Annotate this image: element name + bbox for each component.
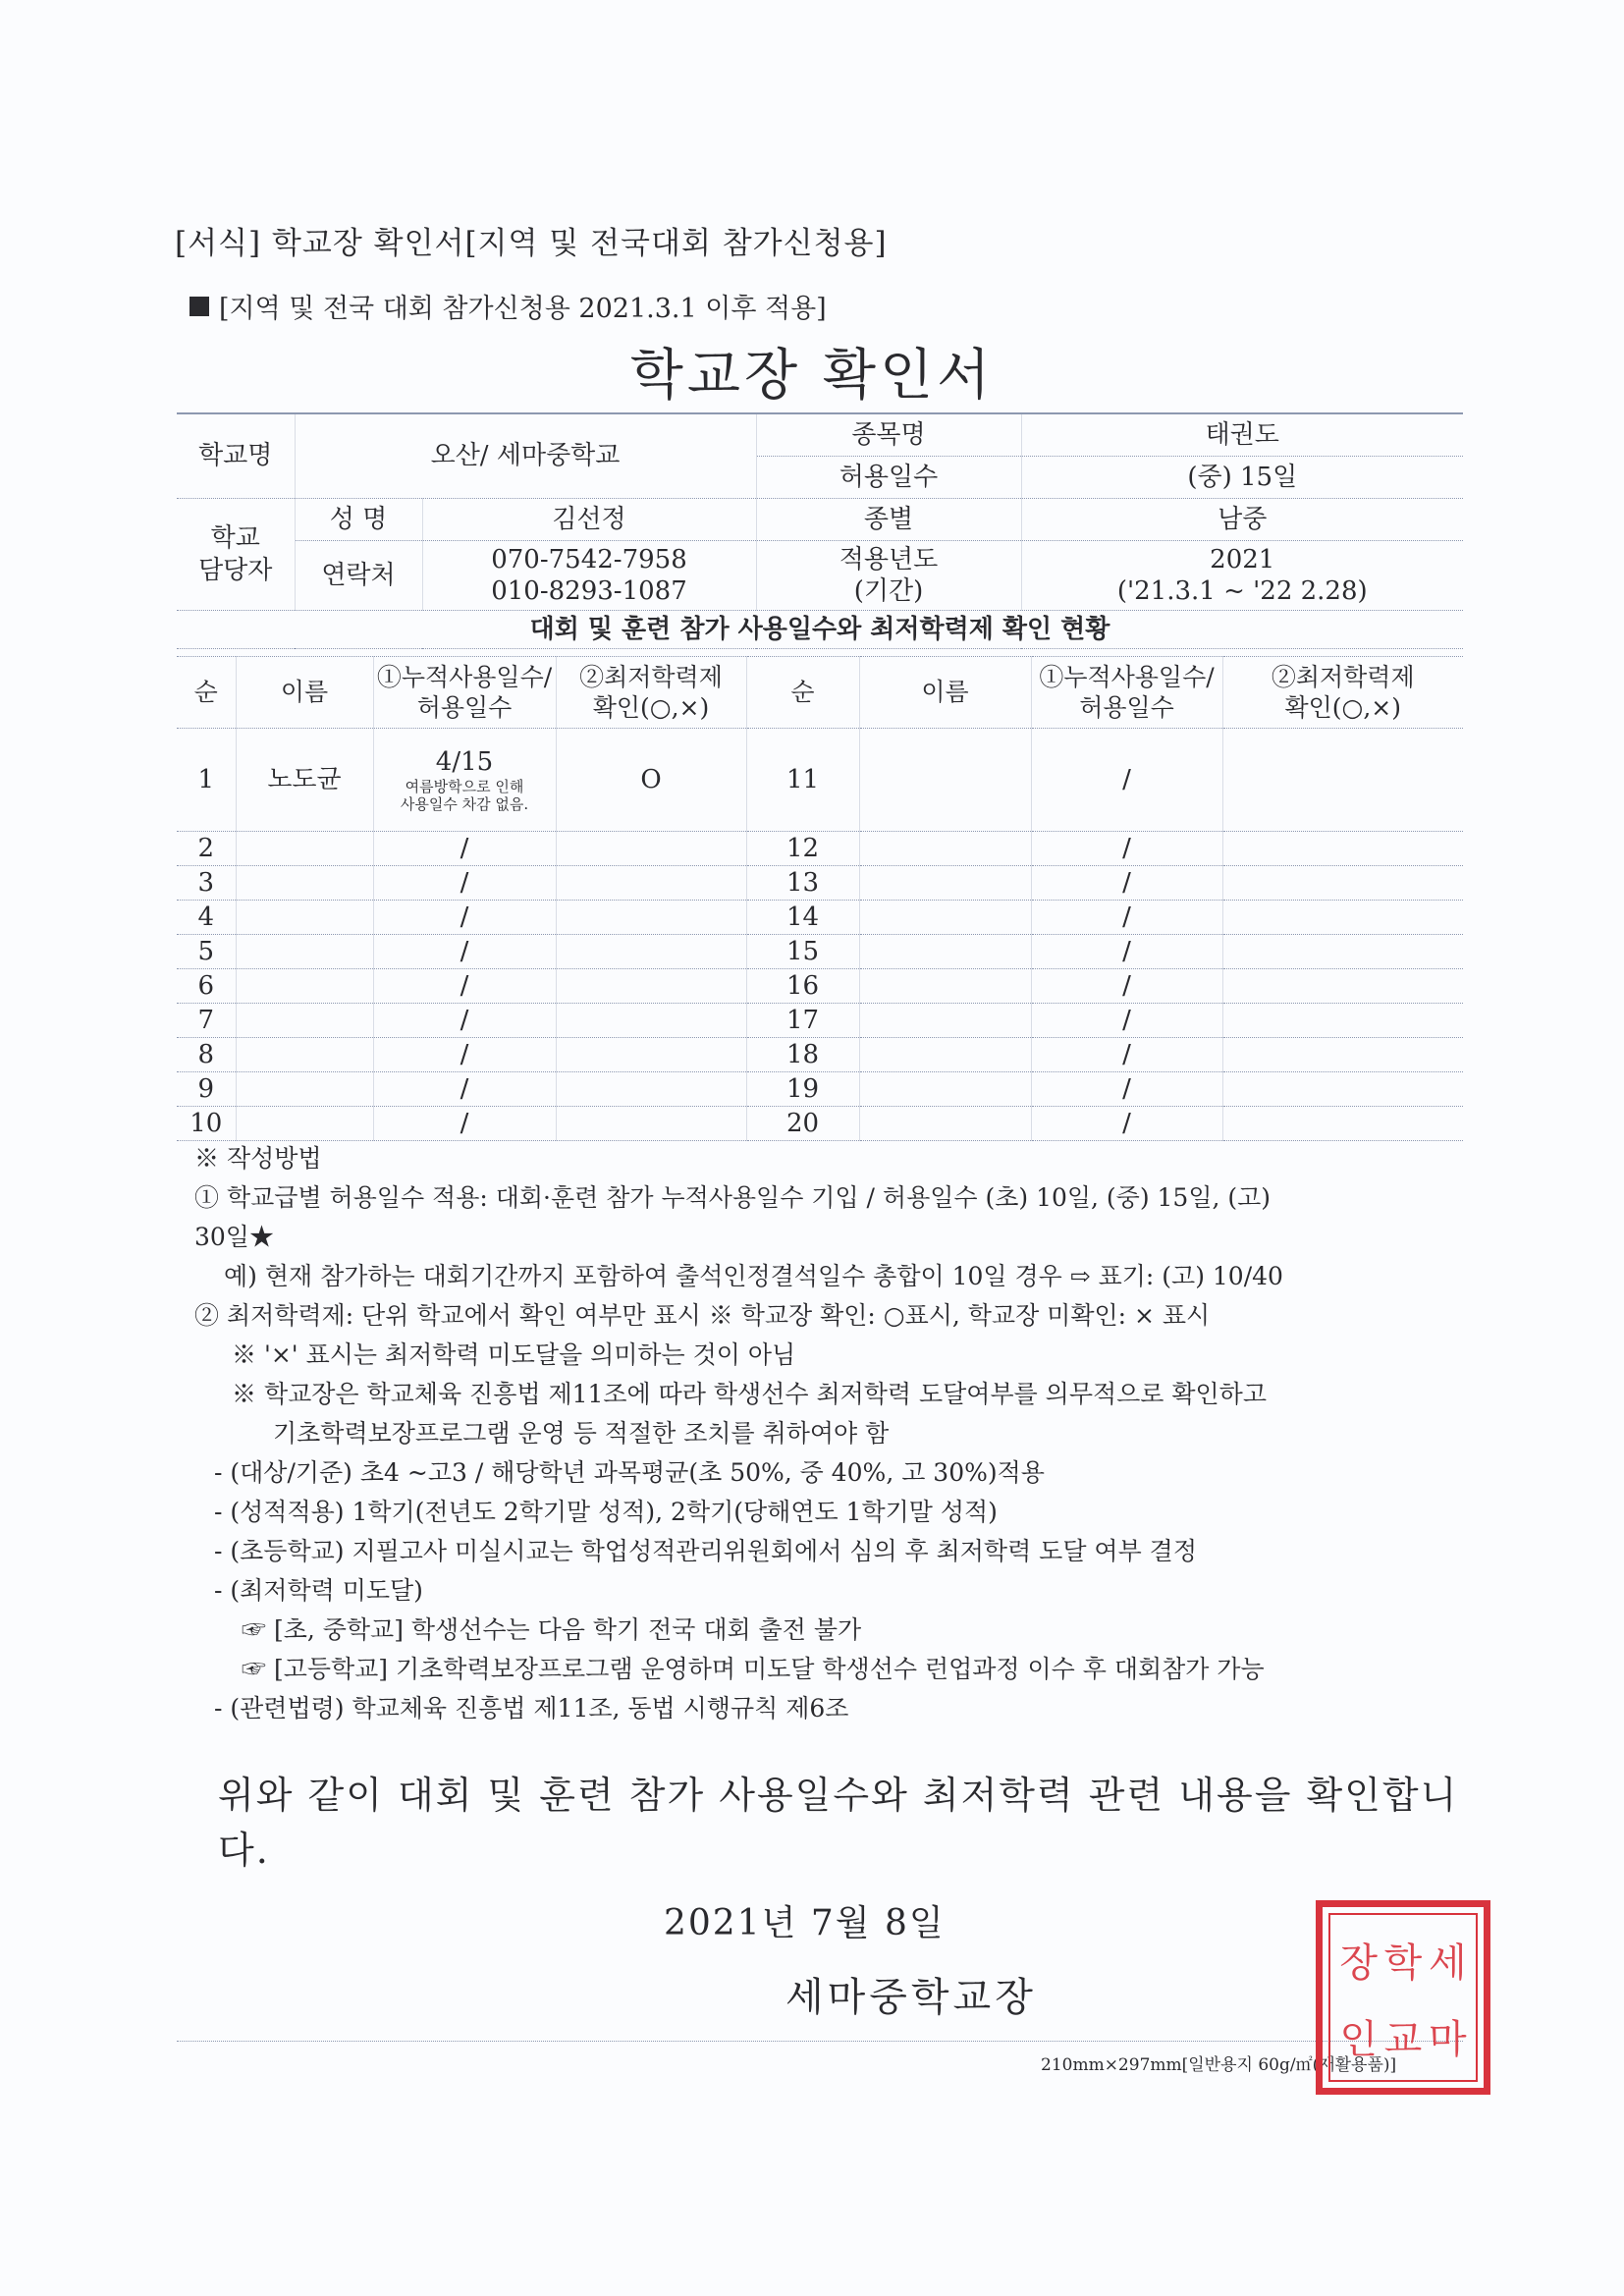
row-no: 8 — [177, 1038, 236, 1072]
row-name-right — [859, 969, 1031, 1004]
row-no-right: 15 — [746, 935, 859, 969]
table-row — [177, 1107, 1463, 1141]
row-name — [236, 901, 373, 935]
note-line: - (최저학력 미도달) — [214, 1576, 423, 1605]
note-line: ① 학교급별 허용일수 적용: 대회·훈련 참가 누적사용일수 기입 / 허용일수 (초) 10일, (중) 15일, (고) — [194, 1183, 1272, 1212]
row-min — [556, 1004, 746, 1038]
row-name — [236, 1038, 373, 1072]
seal-char: 인 — [1339, 2016, 1378, 2062]
status-title: 대회 및 훈련 참가 사용일수와 최저학력제 확인 현황 — [177, 611, 1463, 649]
row-name — [236, 1072, 373, 1107]
row-days: / — [373, 832, 556, 866]
header-days-right-2: 허용일수 — [1079, 693, 1174, 722]
table-row — [177, 832, 1463, 866]
row-min — [556, 969, 746, 1004]
row-name-right — [859, 729, 1031, 832]
seal-characters — [1336, 1921, 1470, 2074]
header-no: 순 — [177, 657, 236, 729]
contact-value — [422, 541, 756, 611]
table-row — [177, 935, 1463, 969]
name-label: 성 명 — [295, 499, 422, 541]
period-value-text: ('21.3.1 ~ '22 2.28) — [1116, 576, 1368, 606]
row-days: / — [373, 1004, 556, 1038]
year-value — [1021, 541, 1463, 611]
note-line: - (관련법령) 학교체육 진흥법 제11조, 동법 시행규칙 제6조 — [214, 1694, 849, 1722]
row-days — [373, 729, 556, 832]
row-days-right: / — [1031, 969, 1222, 1004]
row-no-right: 19 — [746, 1072, 859, 1107]
year-label-text: 적용년도 — [839, 544, 939, 574]
page-title: 학교장 확인서 — [629, 344, 995, 408]
row-min-right — [1222, 866, 1463, 901]
note-line: 30일★ — [194, 1223, 274, 1251]
form-label: [서식] 학교장 확인서[지역 및 전국대회 참가신청용] — [175, 226, 888, 261]
row-min-right — [1222, 1072, 1463, 1107]
table-row — [177, 969, 1463, 1004]
school-value: 오산/ 세마중학교 — [295, 413, 756, 499]
row-name — [236, 866, 373, 901]
note-line: 예) 현재 참가하는 대회기간까지 포함하여 출석인정결석일수 총합이 10일 경우 ⇨ 표기: (고) 10/40 — [224, 1262, 1283, 1290]
row-min-right — [1222, 1107, 1463, 1141]
row-no: 7 — [177, 1004, 236, 1038]
paper-spec: 210mm×297mm[일반용지 60g/㎡(재활용품)] — [1041, 2055, 1397, 2075]
header-days — [373, 657, 556, 729]
note-line: - (초등학교) 지필고사 미실시교는 학업성적관리위원회에서 심의 후 최저학력 도달 여부 결정 — [214, 1537, 1197, 1565]
subtitle-text: [지역 및 전국 대회 참가신청용 2021.3.1 이후 적용] — [219, 294, 827, 324]
row-no-right: 13 — [746, 866, 859, 901]
row-no: 9 — [177, 1072, 236, 1107]
header-min-right-1: ②최저학력제 — [1271, 662, 1415, 691]
issue-date: 2021년 7월 8일 — [664, 1903, 946, 1943]
row-min: O — [556, 729, 746, 832]
row-days-right: / — [1031, 1038, 1222, 1072]
row-days: / — [373, 969, 556, 1004]
header-name: 이름 — [236, 657, 373, 729]
seal-char: 장 — [1339, 1940, 1378, 1986]
note-line: ※ 작성방법 — [194, 1144, 322, 1173]
row-days: / — [373, 1107, 556, 1141]
allowed-value: (중) 15일 — [1021, 457, 1463, 499]
official-seal — [1316, 1900, 1490, 2095]
row-name — [236, 969, 373, 1004]
row-min — [556, 866, 746, 901]
participant-table — [177, 656, 1463, 1141]
period-label-text: (기간) — [853, 576, 924, 606]
header-name-right: 이름 — [859, 657, 1031, 729]
row-no-right: 12 — [746, 832, 859, 866]
table-row — [177, 729, 1463, 832]
phone-2: 010-8293-1087 — [491, 576, 687, 606]
note-line: ※ 학교장은 학교체육 진흥법 제11조에 따라 학생선수 최저학력 도달여부를 의무적으로 확인하고 — [232, 1380, 1267, 1408]
manager-label — [177, 499, 295, 611]
row-no-right: 11 — [746, 729, 859, 832]
row-name-right — [859, 1038, 1031, 1072]
manager-label-2: 담당자 — [198, 555, 273, 585]
instructions — [194, 1139, 1471, 1728]
year-value-text: 2021 — [1210, 544, 1275, 574]
header-days-right — [1031, 657, 1222, 729]
header-min — [556, 657, 746, 729]
row-name: 노도균 — [236, 729, 373, 832]
header-days-1: ①누적사용일수/ — [376, 662, 553, 691]
row-days-right: / — [1031, 1072, 1222, 1107]
header-no-right: 순 — [746, 657, 859, 729]
row-min-right — [1222, 901, 1463, 935]
contact-label: 연락처 — [295, 541, 422, 611]
row-min-right — [1222, 1038, 1463, 1072]
row-days-right: / — [1031, 935, 1222, 969]
row-min — [556, 1107, 746, 1141]
allowed-label: 허용일수 — [756, 457, 1021, 499]
row-no: 2 — [177, 832, 236, 866]
row-min — [556, 1038, 746, 1072]
phone-1: 070-7542-7958 — [491, 544, 687, 574]
principal-name: 세마중학교장 — [785, 1975, 1037, 2020]
year-label — [756, 541, 1021, 611]
note-line: ※ '×' 표시는 최저학력 미도달을 의미하는 것이 아님 — [232, 1340, 796, 1369]
row-note-2: 사용일수 차감 없음. — [400, 795, 529, 814]
seal-char: 학 — [1383, 1940, 1423, 1986]
row-days: / — [373, 866, 556, 901]
row-min-right — [1222, 1004, 1463, 1038]
sport-label: 종목명 — [756, 413, 1021, 457]
row-min — [556, 1072, 746, 1107]
row-no: 10 — [177, 1107, 236, 1141]
row-no: 5 — [177, 935, 236, 969]
header-min-2: 확인(○,×) — [592, 693, 710, 722]
square-bullet-icon — [189, 297, 209, 316]
row-min — [556, 935, 746, 969]
row-name — [236, 935, 373, 969]
note-line: ☞ [고등학교] 기초학력보장프로그램 운영하며 미도달 학생선수 런업과정 이수 후 대회참가 가능 — [242, 1655, 1265, 1683]
row-name-right — [859, 1107, 1031, 1141]
row-days-right: / — [1031, 1107, 1222, 1141]
row-days-value: 4/15 — [435, 746, 494, 777]
school-label: 학교명 — [177, 413, 295, 499]
seal-char: 세 — [1429, 1940, 1467, 1986]
info-table — [177, 412, 1463, 649]
name-value: 김선정 — [422, 499, 756, 541]
row-name — [236, 832, 373, 866]
row-name-right — [859, 901, 1031, 935]
table-row — [177, 1004, 1463, 1038]
note-line: 기초학력보장프로그램 운영 등 적절한 조치를 취하여야 함 — [273, 1419, 890, 1448]
row-no-right: 14 — [746, 901, 859, 935]
category-label: 종별 — [756, 499, 1021, 541]
row-no: 4 — [177, 901, 236, 935]
row-name-right — [859, 1004, 1031, 1038]
row-no: 3 — [177, 866, 236, 901]
row-no-right: 20 — [746, 1107, 859, 1141]
header-days-2: 허용일수 — [416, 693, 513, 722]
row-name-right — [859, 866, 1031, 901]
subtitle — [189, 287, 827, 325]
header-min-right — [1222, 657, 1463, 729]
confirm-statement: 위와 같이 대회 및 훈련 참가 사용일수와 최저학력 관련 내용을 확인합니다. — [218, 1774, 1459, 1872]
sport-value: 태권도 — [1021, 413, 1463, 457]
row-min-right — [1222, 832, 1463, 866]
row-days-right: / — [1031, 866, 1222, 901]
row-name — [236, 1004, 373, 1038]
row-min — [556, 832, 746, 866]
table-row — [177, 1072, 1463, 1107]
row-min-right — [1222, 935, 1463, 969]
seal-char: 마 — [1429, 2016, 1467, 2062]
note-line: - (대상/기준) 초4 ~고3 / 해당학년 과목평균(초 50%, 중 40%, 고 30%)적용 — [214, 1458, 1045, 1487]
header-min-right-2: 확인(○,×) — [1284, 693, 1401, 722]
note-line: ② 최저학력제: 단위 학교에서 확인 여부만 표시 ※ 학교장 확인: ○표시, 학교장 미확인: × 표시 — [194, 1301, 1211, 1330]
manager-label-1: 학교 — [210, 523, 260, 553]
row-days-right: / — [1031, 832, 1222, 866]
note-line: - (성적적용) 1학기(전년도 2학기말 성적), 2학기(당해연도 1학기말 성적) — [214, 1498, 998, 1526]
row-min-right — [1222, 729, 1463, 832]
table-row — [177, 866, 1463, 901]
note-line: ☞ [초, 중학교] 학생선수는 다음 학기 전국 대회 출전 불가 — [242, 1615, 862, 1644]
header-days-right-1: ①누적사용일수/ — [1039, 662, 1215, 691]
row-name-right — [859, 832, 1031, 866]
row-days-right: / — [1031, 729, 1222, 832]
row-days: / — [373, 901, 556, 935]
divider — [177, 2041, 1463, 2042]
row-note-1: 여름방학으로 인해 — [405, 778, 524, 796]
table-row — [177, 901, 1463, 935]
row-name-right — [859, 1072, 1031, 1107]
row-no: 6 — [177, 969, 236, 1004]
row-days-right: / — [1031, 901, 1222, 935]
row-min-right — [1222, 969, 1463, 1004]
row-no-right: 17 — [746, 1004, 859, 1038]
row-days: / — [373, 935, 556, 969]
row-no: 1 — [177, 729, 236, 832]
seal-char: 교 — [1383, 2016, 1423, 2062]
row-days: / — [373, 1038, 556, 1072]
header-min-1: ②최저학력제 — [579, 662, 723, 691]
row-days-right: / — [1031, 1004, 1222, 1038]
row-no-right: 18 — [746, 1038, 859, 1072]
category-value: 남중 — [1021, 499, 1463, 541]
row-min — [556, 901, 746, 935]
row-name — [236, 1107, 373, 1141]
row-days: / — [373, 1072, 556, 1107]
row-no-right: 16 — [746, 969, 859, 1004]
table-row — [177, 1038, 1463, 1072]
row-name-right — [859, 935, 1031, 969]
